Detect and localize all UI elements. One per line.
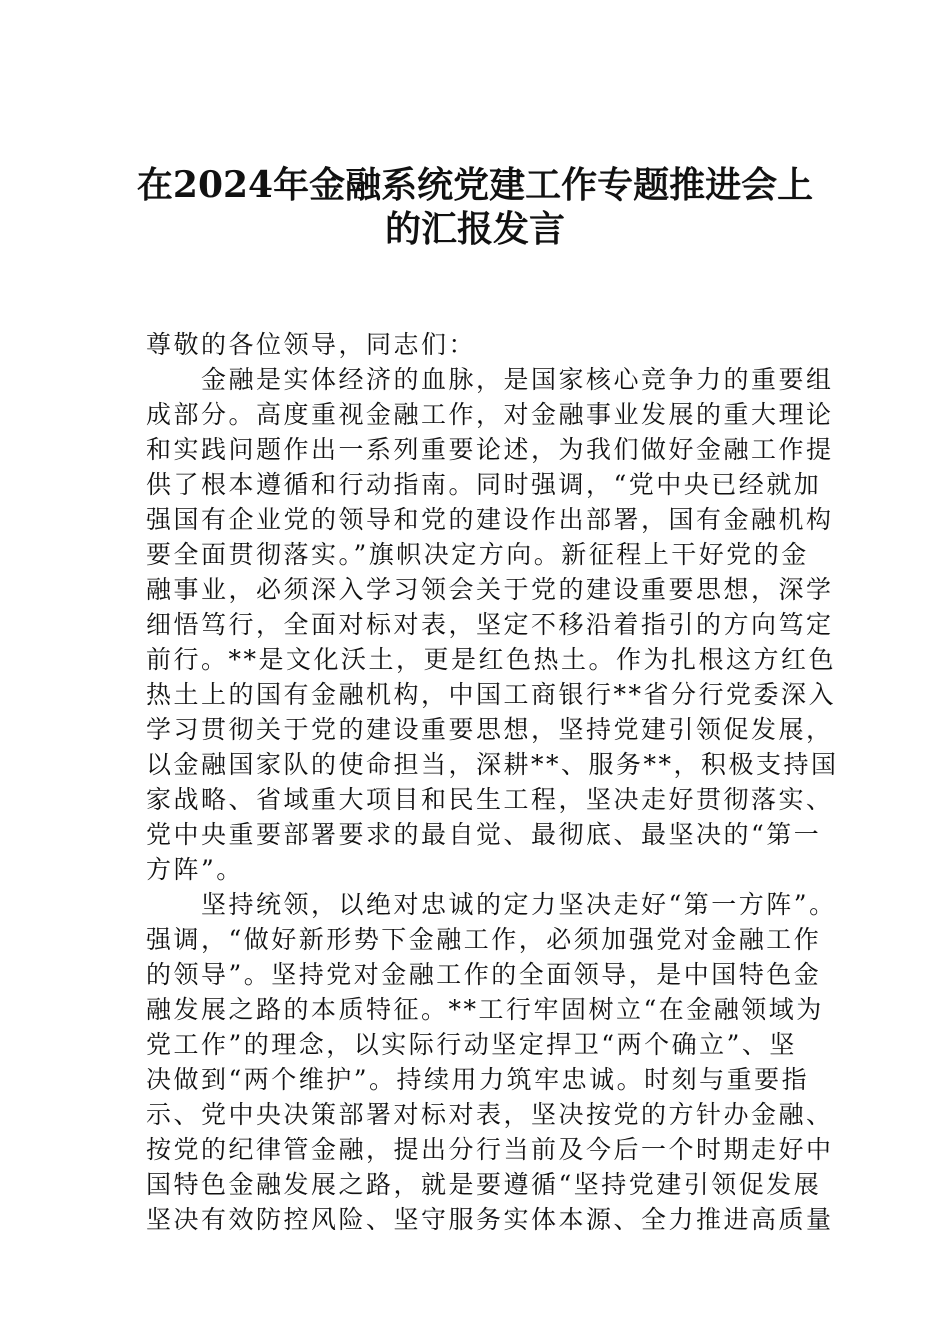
body-line: 以金融国家队的使命担当，深耕**、服务**，积极支持国 <box>146 750 839 779</box>
body-line: 家战略、省域重大项目和民生工程，坚决走好贯彻落实、 <box>146 785 834 814</box>
body-line: 决做到“两个维护”。持续用力筑牢忠诚。时刻与重要指 <box>146 1065 810 1094</box>
body-line: 强调，“做好新形势下金融工作，必须加强党对金融工作 <box>146 925 822 954</box>
body-line: 前行。**是文化沃土，更是红色热土。作为扎根这方红色 <box>146 645 837 674</box>
body-line: 强国有企业党的领导和党的建设作出部署，国有金融机构 <box>146 505 834 534</box>
body-line: 学习贯彻关于党的建设重要思想，坚持党建引领促发展， <box>146 715 834 744</box>
body-line: 按党的纪律管金融，提出分行当前及今后一个时期走好中 <box>146 1135 834 1164</box>
body-line: 和实践问题作出一系列重要论述，为我们做好金融工作提 <box>146 435 834 464</box>
body-line: 要全面贯彻落实。”旗帜决定方向。新征程上干好党的金 <box>146 540 809 569</box>
body-line: 党工作”的理念，以实际行动坚定捍卫“两个确立”、坚 <box>146 1030 797 1059</box>
body-line: 尊敬的各位领导，同志们： <box>146 330 477 359</box>
body-line: 国特色金融发展之路，就是要遵循“坚持党建引领促发展 <box>146 1170 822 1199</box>
document-title-line-1: 在2024年金融系统党建工作专题推进会上 <box>136 164 814 206</box>
document-body <box>146 327 839 1237</box>
body-line: 热土上的国有金融机构，中国工商银行**省分行党委深入 <box>146 680 837 709</box>
body-line: 坚决有效防控风险、坚守服务实体本源、全力推进高质量 <box>146 1205 834 1234</box>
body-line: 的领导”。坚持党对金融工作的全面领导，是中国特色金 <box>146 960 822 989</box>
body-line: 方阵”。 <box>146 855 244 884</box>
body-line: 供了根本遵循和行动指南。同时强调，“党中央已经就加 <box>146 470 822 499</box>
body-line: 金融是实体经济的血脉，是国家核心竞争力的重要组 <box>146 365 834 394</box>
body-line: 党中央重要部署要求的最自觉、最彻底、最坚决的“第一 <box>146 820 822 849</box>
body-line: 融事业，必须深入学习领会关于党的建设重要思想，深学 <box>146 575 834 604</box>
document-title-line-2: 的汇报发言 <box>384 208 565 250</box>
body-line: 示、党中央决策部署对标对表，坚决按党的方针办金融、 <box>146 1100 834 1129</box>
body-line: 成部分。高度重视金融工作，对金融事业发展的重大理论 <box>146 400 834 429</box>
body-line: 细悟笃行，全面对标对表，坚定不移沿着指引的方向笃定 <box>146 610 834 639</box>
body-line: 融发展之路的本质特征。**工行牢固树立“在金融领域为 <box>146 995 824 1024</box>
body-line: 坚持统领，以绝对忠诚的定力坚决走好“第一方阵”。 <box>146 890 837 919</box>
